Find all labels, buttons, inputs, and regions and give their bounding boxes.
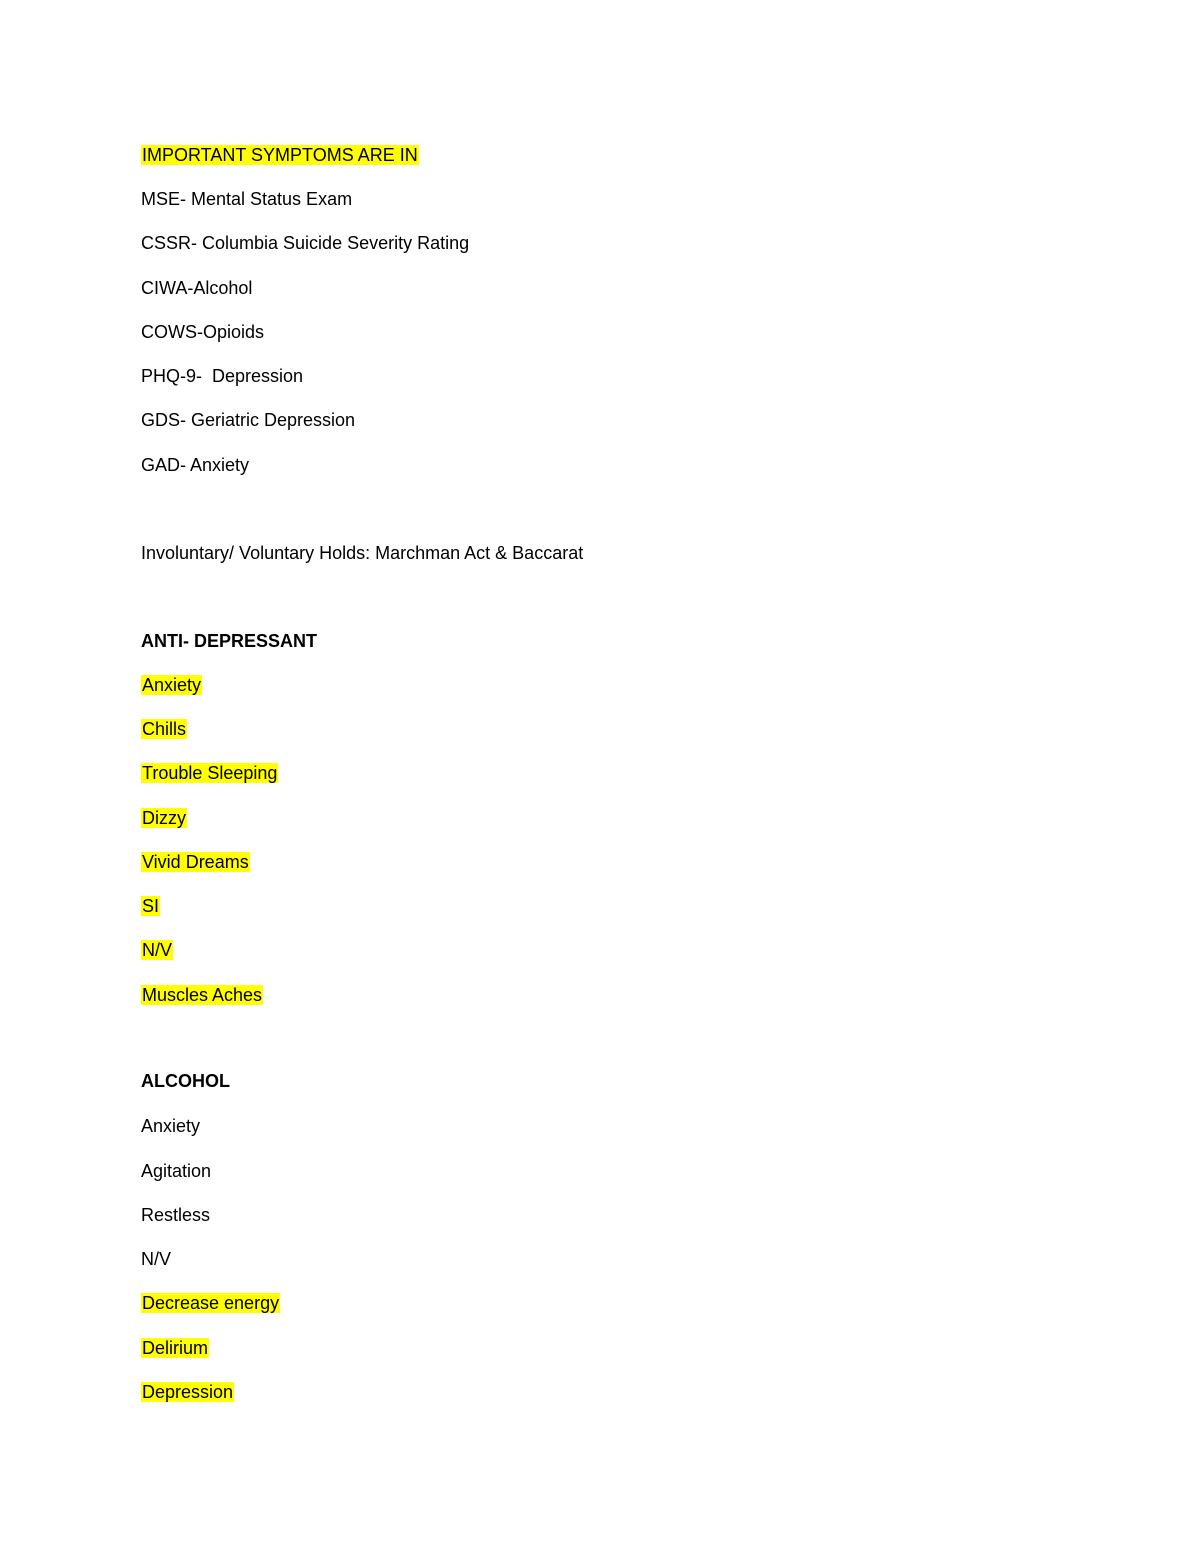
antidepressant-symptom xyxy=(141,761,278,785)
holds-line: Involuntary/ Voluntary Holds: Marchman Act & Baccarat xyxy=(141,543,584,563)
assessment-item: PHQ-9- Depression xyxy=(141,366,304,386)
highlighted-text: Decrease energy xyxy=(142,1293,280,1313)
highlighted-text: Delirium xyxy=(142,1338,209,1358)
assessment-item: CIWA-Alcohol xyxy=(141,278,253,298)
antidepressant-symptom xyxy=(141,938,173,962)
highlighted-text: Anxiety xyxy=(142,675,202,695)
highlighted-text: Chills xyxy=(142,719,187,739)
highlighted-text: Vivid Dreams xyxy=(142,852,249,872)
alcohol-symptom: Restless xyxy=(141,1205,211,1225)
important-symptoms-note xyxy=(141,143,419,167)
assessment-item: COWS-Opioids xyxy=(141,322,265,342)
antidepressant-symptom xyxy=(141,806,187,830)
antidepressant-symptom xyxy=(141,850,250,874)
alcohol-symptom xyxy=(141,1291,280,1315)
highlighted-text: IMPORTANT SYMPTOMS ARE IN xyxy=(142,145,418,165)
assessment-item: GAD- Anxiety xyxy=(141,455,250,475)
antidepressant-symptom xyxy=(141,894,160,918)
highlighted-text: N/V xyxy=(142,940,173,960)
highlighted-text: Depression xyxy=(142,1382,234,1402)
assessment-item: GDS- Geriatric Depression xyxy=(141,410,356,430)
alcohol-heading: ALCOHOL xyxy=(141,1071,230,1091)
highlighted-text: Trouble Sleeping xyxy=(142,763,278,783)
highlighted-text: Muscles Aches xyxy=(142,985,263,1005)
assessment-item: CSSR- Columbia Suicide Severity Rating xyxy=(141,233,470,253)
antidepressant-symptom xyxy=(141,717,187,741)
highlighted-text: SI xyxy=(142,896,160,916)
alcohol-symptom: Agitation xyxy=(141,1161,212,1181)
antidepressant-heading: ANTI- DEPRESSANT xyxy=(141,631,318,651)
antidepressant-symptom xyxy=(141,983,263,1007)
alcohol-symptom xyxy=(141,1336,209,1360)
highlighted-text: Dizzy xyxy=(142,808,186,828)
assessment-item: MSE- Mental Status Exam xyxy=(141,189,353,209)
alcohol-symptom xyxy=(141,1380,234,1404)
alcohol-symptom: N/V xyxy=(141,1249,172,1269)
antidepressant-symptom xyxy=(141,673,202,697)
alcohol-symptom: Anxiety xyxy=(141,1116,201,1136)
